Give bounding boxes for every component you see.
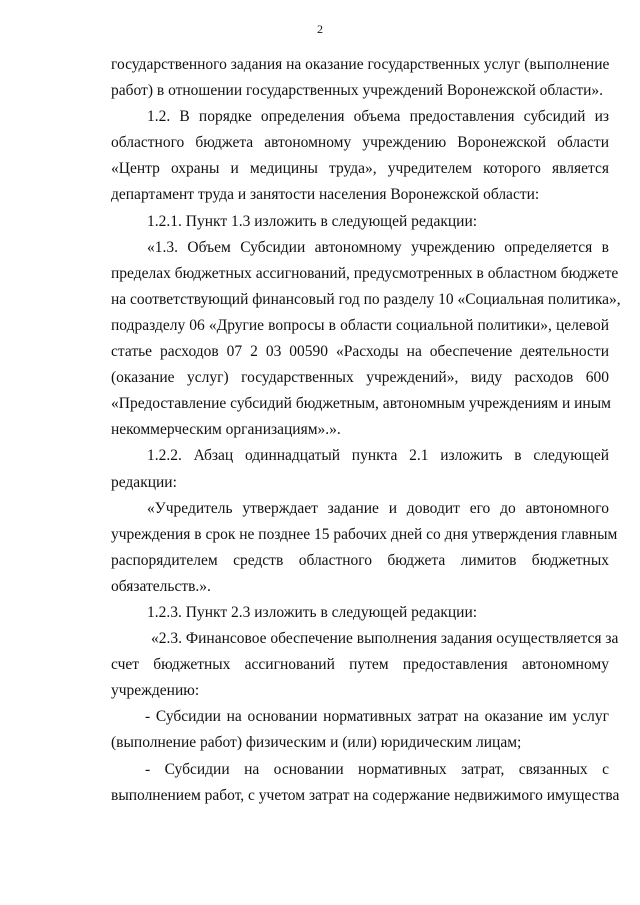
text-line: некоммерческим организациям».». [111,421,341,439]
text-line: государственного задания на оказание государственных услуг (выполнение [111,56,610,73]
text-line: 1.2.2. Абзац одиннадцатый пункта 2.1 изложить в следующей [147,447,609,465]
text-line: статье расходов 07 2 03 00590 «Расходы на обеспечение деятельности [111,343,609,361]
text-line: - Субсидии на основании нормативных затрат, связанных с [145,760,609,778]
text-line: учреждению: [111,682,200,700]
text-line: 1.2. В порядке определения объема предоставления субсидий из [147,108,609,126]
text-line: «Центр охраны и медицины труда», учредителем которого является [111,160,609,178]
text-line: «Предоставление субсидий бюджетным, автономным учреждениям и иным [111,395,611,413]
text-line: (выполнение работ) физическим и (или) юридическим лицам; [111,734,522,752]
text-line: 1.2.1. Пункт 1.3 изложить в следующей редакции: [147,212,478,230]
text-line: пределах бюджетных ассигнований, предусмотренных в областном бюджете [111,264,619,282]
text-line: работ) в отношении государственных учреждений Воронежской области». [111,82,604,100]
text-line: подразделу 06 «Другие вопросы в области социальной политики», целевой [111,316,609,334]
text-line: выполнением работ, с учетом затрат на содержание недвижимого имущества [111,786,620,804]
document-body [111,52,621,809]
text-line: обязательств.». [111,577,211,595]
text-line: учреждения в срок не позднее 15 рабочих дней со дня утверждения главным [111,525,618,543]
text-line: - Субсидии на основании нормативных затрат на оказание им услуг [145,708,609,726]
text-line: 1.2.3. Пункт 2.3 изложить в следующей редакции: [147,603,478,621]
page-number: 2 [317,22,323,36]
text-line: на соответствующий финансовый год по разделу 10 «Социальная политика», [111,290,621,308]
text-line: «1.3. Объем Субсидии автономному учреждению определяется в [147,238,609,256]
text-line: департамент труда и занятости населения Воронежской области: [111,186,540,204]
text-line: «Учредитель утверждает задание и доводит его до автономного [147,499,609,517]
text-line: распорядителем средств областного бюджета лимитов бюджетных [111,551,609,569]
text-line: (оказание услуг) государственных учреждений», виду расходов 600 [111,369,609,387]
text-line: счет бюджетных ассигнований путем предоставления автономному [111,656,609,674]
text-line: «2.3. Финансовое обеспечение выполнения задания осуществляется за [151,630,619,648]
text-line: областного бюджета автономному учреждению Воронежской области [111,134,609,152]
text-line: редакции: [111,473,177,491]
